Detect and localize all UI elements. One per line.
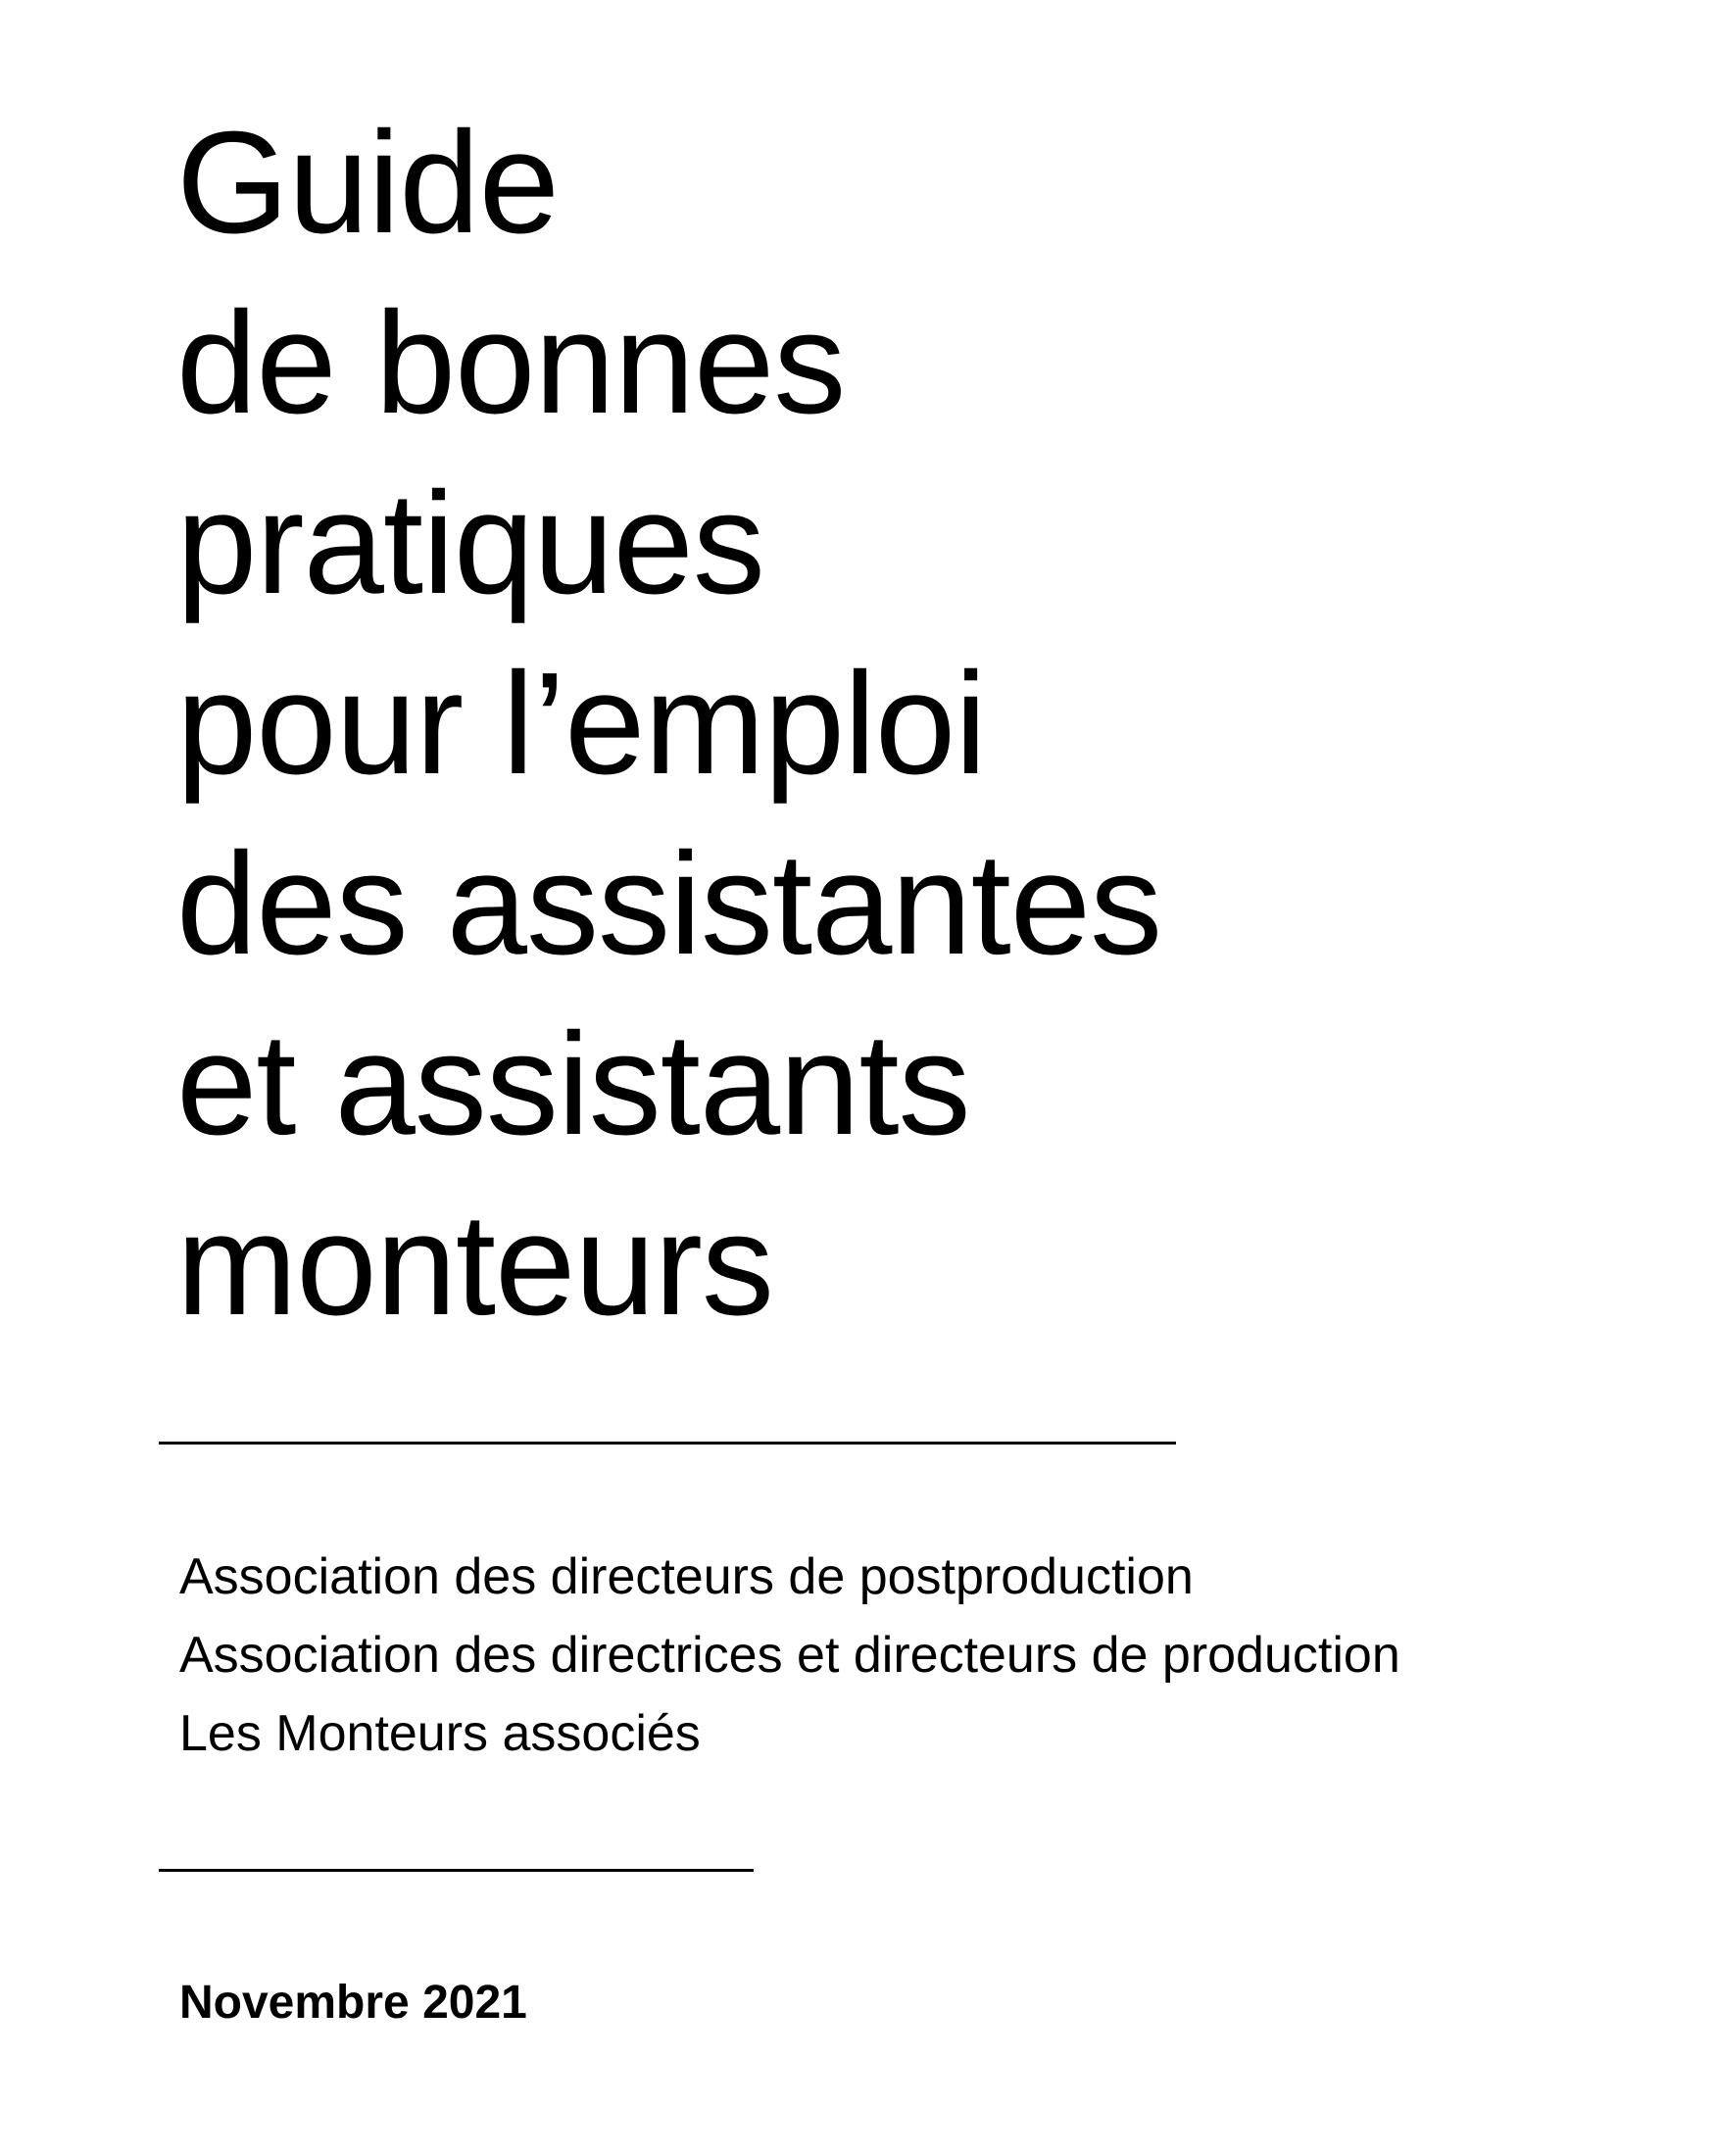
- title-line: de bonnes: [176, 282, 846, 444]
- title-line: pour l’emploi: [176, 643, 987, 805]
- title-line: des assistantes: [176, 823, 1162, 985]
- divider: [159, 1442, 1176, 1445]
- document-title: [176, 93, 1161, 1355]
- title-line: pratiques: [176, 463, 764, 624]
- publication-date: Novembre 2021: [179, 1977, 527, 2029]
- organization-name: Les Monteurs associés: [179, 1705, 701, 1762]
- title-line: Guide: [176, 102, 559, 264]
- organization-name: Association des directrices et directeurs de production: [179, 1627, 1400, 1684]
- organization-name: Association des directeurs de postproduction: [179, 1548, 1194, 1605]
- title-line: monteurs: [176, 1184, 773, 1346]
- divider: [159, 1869, 754, 1872]
- title-line: et assistants: [176, 1004, 970, 1165]
- organizations-list: [179, 1538, 1400, 1773]
